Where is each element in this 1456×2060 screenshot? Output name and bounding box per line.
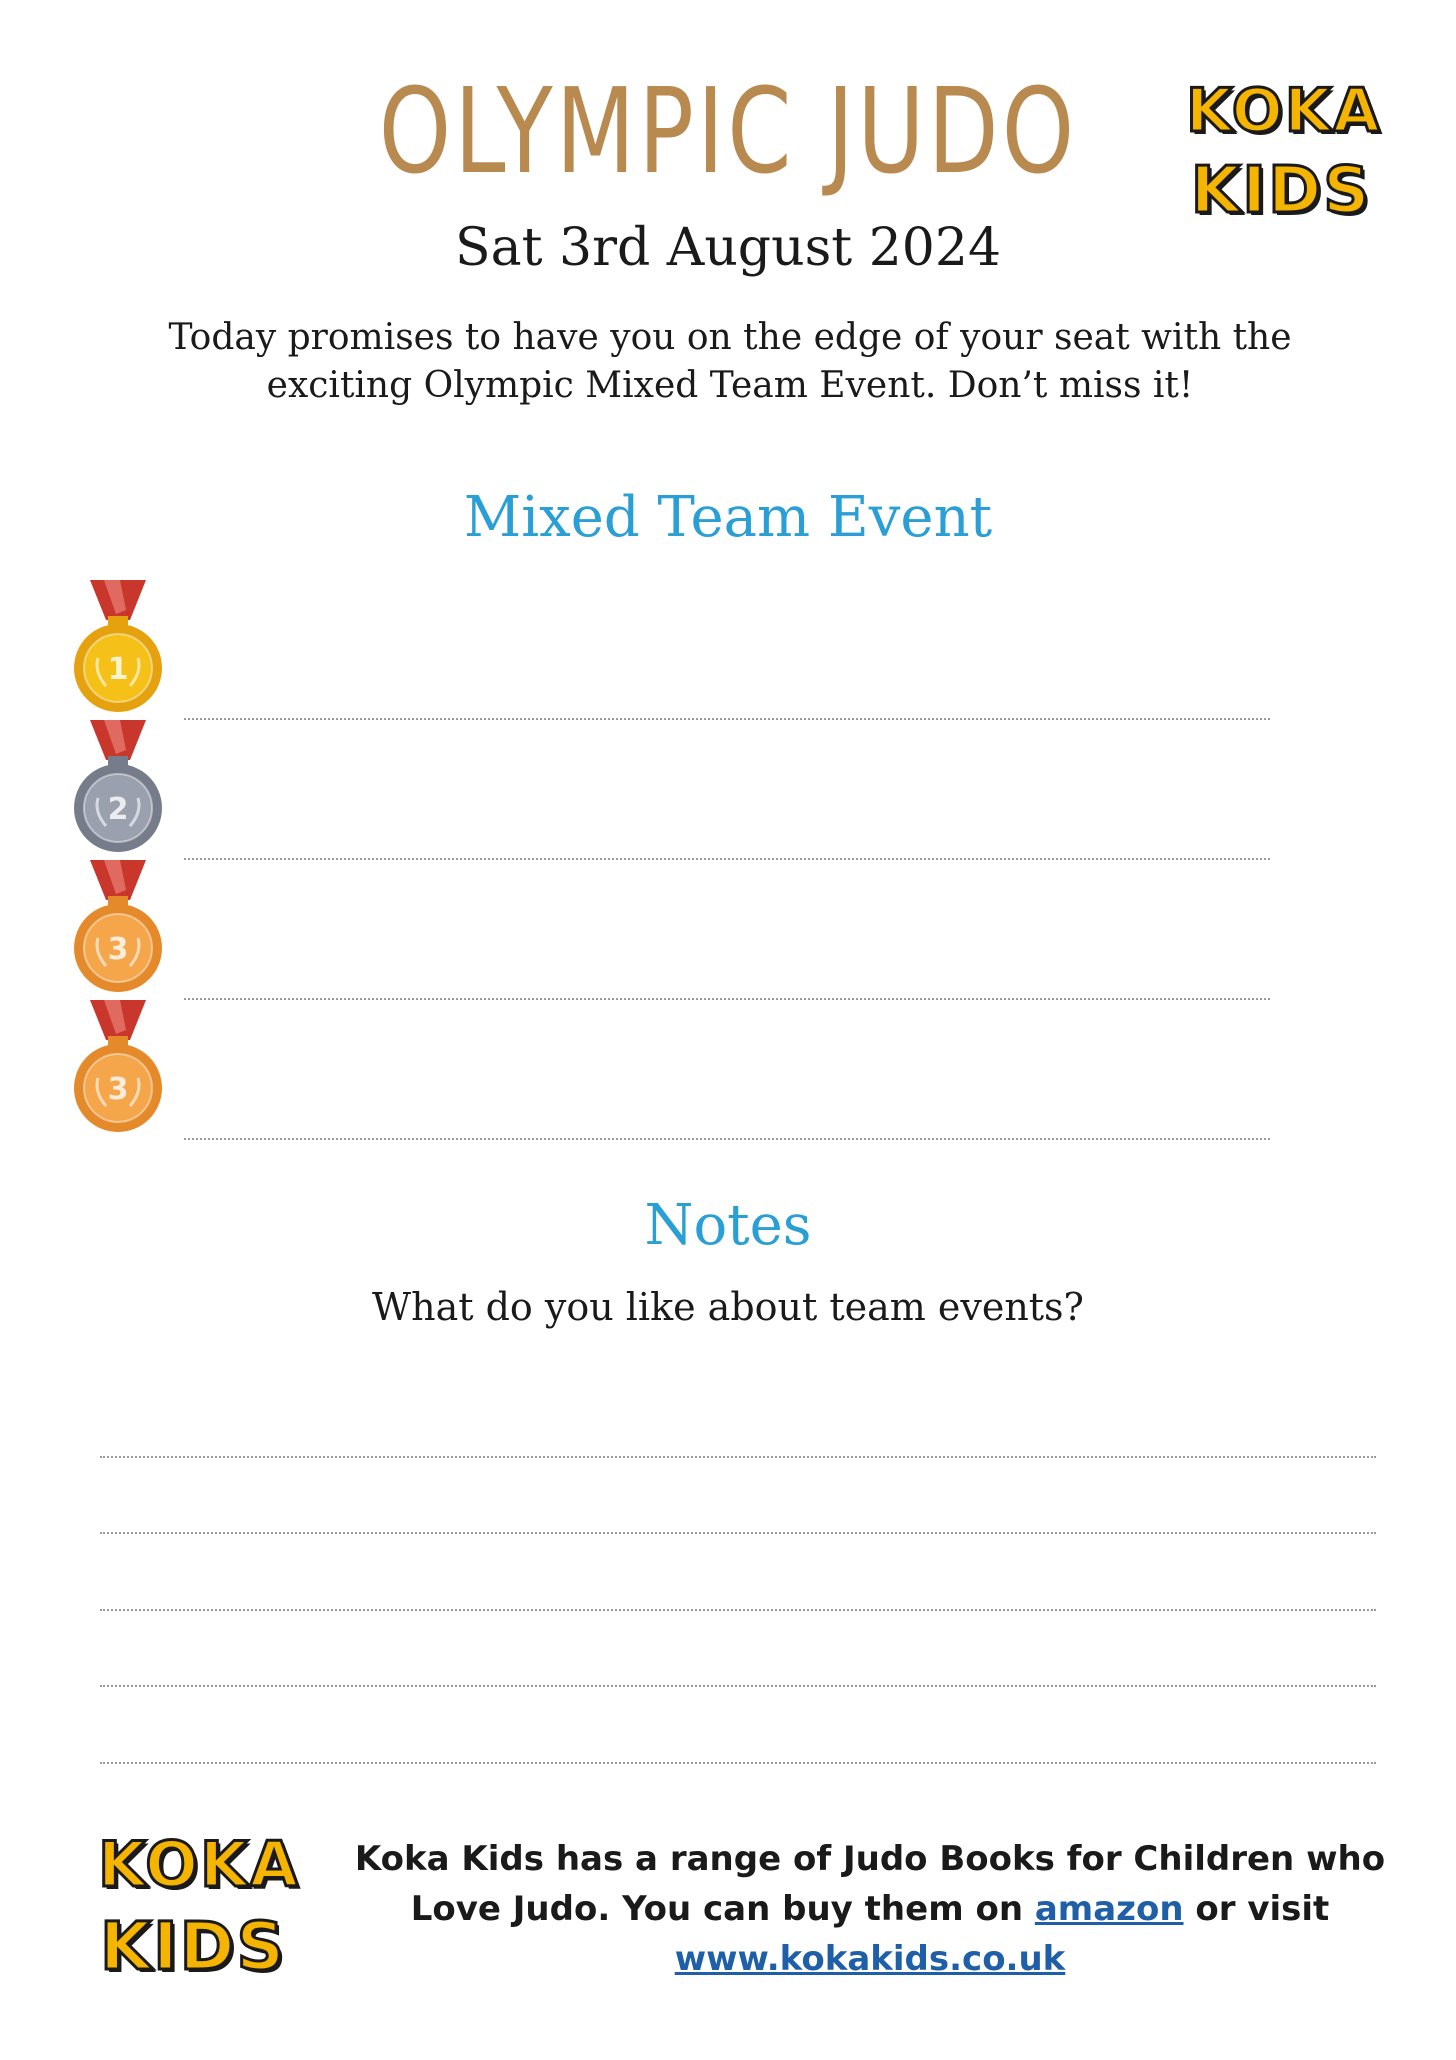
amazon-link[interactable]: amazon [1034,1889,1184,1929]
footer-line-1: Koka Kids has a range of Judo Books for Children who [354,1839,1386,1879]
footer-line-2-prefix: Love Judo. You can buy them on [410,1889,1035,1929]
footer-line-2-suffix: or visit [1183,1889,1330,1929]
notes-question: What do you like about team events? [372,1285,1084,1329]
notes-line-3[interactable] [100,1609,1376,1611]
medal-row-bronze [60,860,1280,1000]
logo-line2: KIDS [1190,154,1372,228]
koka-kids-logo-bottom [98,1822,300,2002]
medal-rank-label: 3 [107,1072,129,1107]
bronze-medal-icon [68,860,168,996]
gold-medal-icon [68,580,168,716]
notes-line-5[interactable] [100,1762,1376,1764]
notes-title: Notes [644,1193,812,1258]
notes-line-2[interactable] [100,1532,1376,1534]
medal-rank-label: 1 [107,652,129,687]
medal-row-silver [60,720,1280,860]
medal-row-bronze [60,1000,1280,1140]
medal-rank-label: 2 [107,792,129,827]
notes-line-1[interactable] [100,1456,1376,1458]
footer-text [330,1834,1410,1984]
event-date: Sat 3rd August 2024 [454,218,1002,278]
bronze-medal-icon [68,1000,168,1136]
medal-row-gold [60,580,1280,720]
page-title: OLYMPIC JUDO [378,62,1078,200]
mixed-team-event-title: Mixed Team Event [463,485,993,550]
notes-line-4[interactable] [100,1685,1376,1687]
website-link[interactable]: www.kokakids.co.uk [674,1939,1066,1979]
logo-line1: KOKA [1186,76,1382,146]
footer-line-2 [330,1884,1410,1934]
intro-text: Today promises to have you on the edge of your seat with the exciting Olympic Mixed Team Event. Don’t miss it! [168,317,1292,406]
medal-rank-label: 3 [107,932,129,967]
answer-line-bronze[interactable] [184,1138,1270,1140]
silver-medal-icon [68,720,168,856]
logo-line2: KIDS [99,1908,287,1985]
koka-kids-logo-top [1186,70,1382,250]
logo-line1: KOKA [98,1828,300,1901]
